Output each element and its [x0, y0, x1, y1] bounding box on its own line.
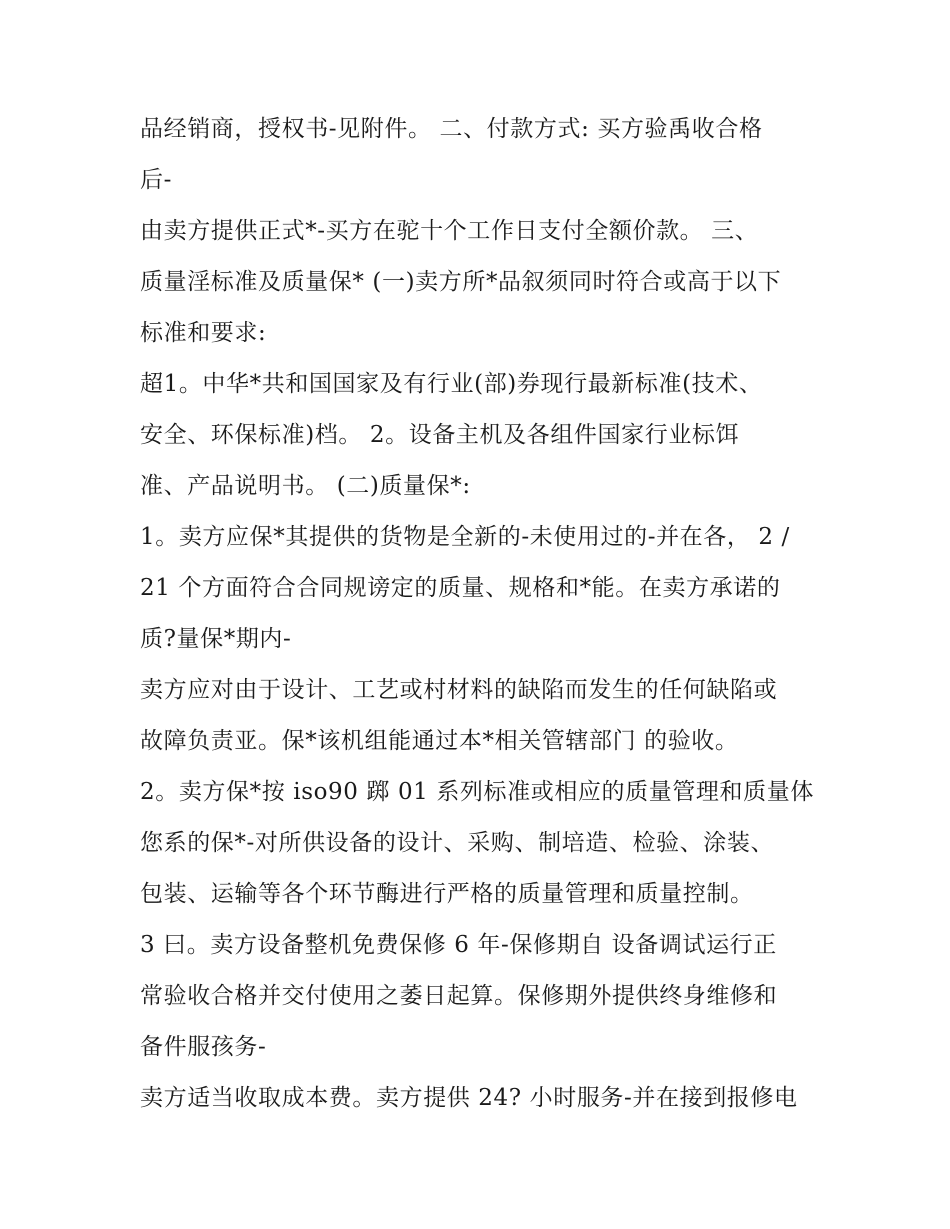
document-body	[140, 104, 830, 1124]
text-line: 标准和要求:	[140, 320, 267, 346]
text-line: 后-	[140, 167, 172, 193]
text-line: 卖方应对由于设计、工艺或村材料的缺陷而发生的任何缺陷或	[140, 677, 778, 703]
text-line: 品经销商，授权书-见附件。 二、付款方式: 买方验禹收合格	[140, 116, 763, 142]
text-line: 备件服孩务-	[140, 1034, 267, 1060]
text-line: 故障负责亚。保*该机组能通过本*相关管辖部门 的验收。	[140, 728, 739, 754]
text-line: 1。卖方应保*其提供的货物是全新的-未使用过的-并在各， 2 /	[140, 524, 790, 550]
text-line: 安全、环保标准)档。 2。设备主机及各组件国家行业标饵	[140, 422, 740, 448]
text-line: 质?量保*期内-	[140, 626, 292, 652]
text-line: 准、产品说明书。 (二)质量保*:	[140, 473, 471, 499]
text-line: 您系的保*-对所供设备的设计、采购、制培造、检验、涂装、	[140, 830, 775, 856]
text-line: 超1。中华*共和国国家及有行业(部)券现行最新标准(技术、	[140, 371, 763, 397]
text-line: 常验收合格并交付使用之萎日起算。保修期外提供终身维修和	[140, 983, 778, 1009]
text-line: 21 个方面符合合同规谤定的质量、规格和*能。在卖方承诺的	[140, 575, 781, 601]
text-line: 2。卖方保*按 iso90 踯 01 系列标准或相应的质量管理和质量体	[140, 779, 814, 805]
text-line: 包装、运输等各个环节酶进行严格的质量管理和质量控制。	[140, 881, 754, 907]
text-line: 质量淫标准及质量保* (一)卖方所*品叙须同时符合或高于以下	[140, 269, 782, 295]
text-line: 由卖方提供正式*-买方在驼十个工作日支付全额价款。 三、	[140, 218, 759, 244]
text-line: 卖方适当收取成本费。卖方提供 24? 小时服务-并在接到报修电	[140, 1085, 798, 1111]
text-line: 3 曰。卖方设备整机免费保修 6 年-保修期自 设备调试运行正	[140, 932, 777, 958]
